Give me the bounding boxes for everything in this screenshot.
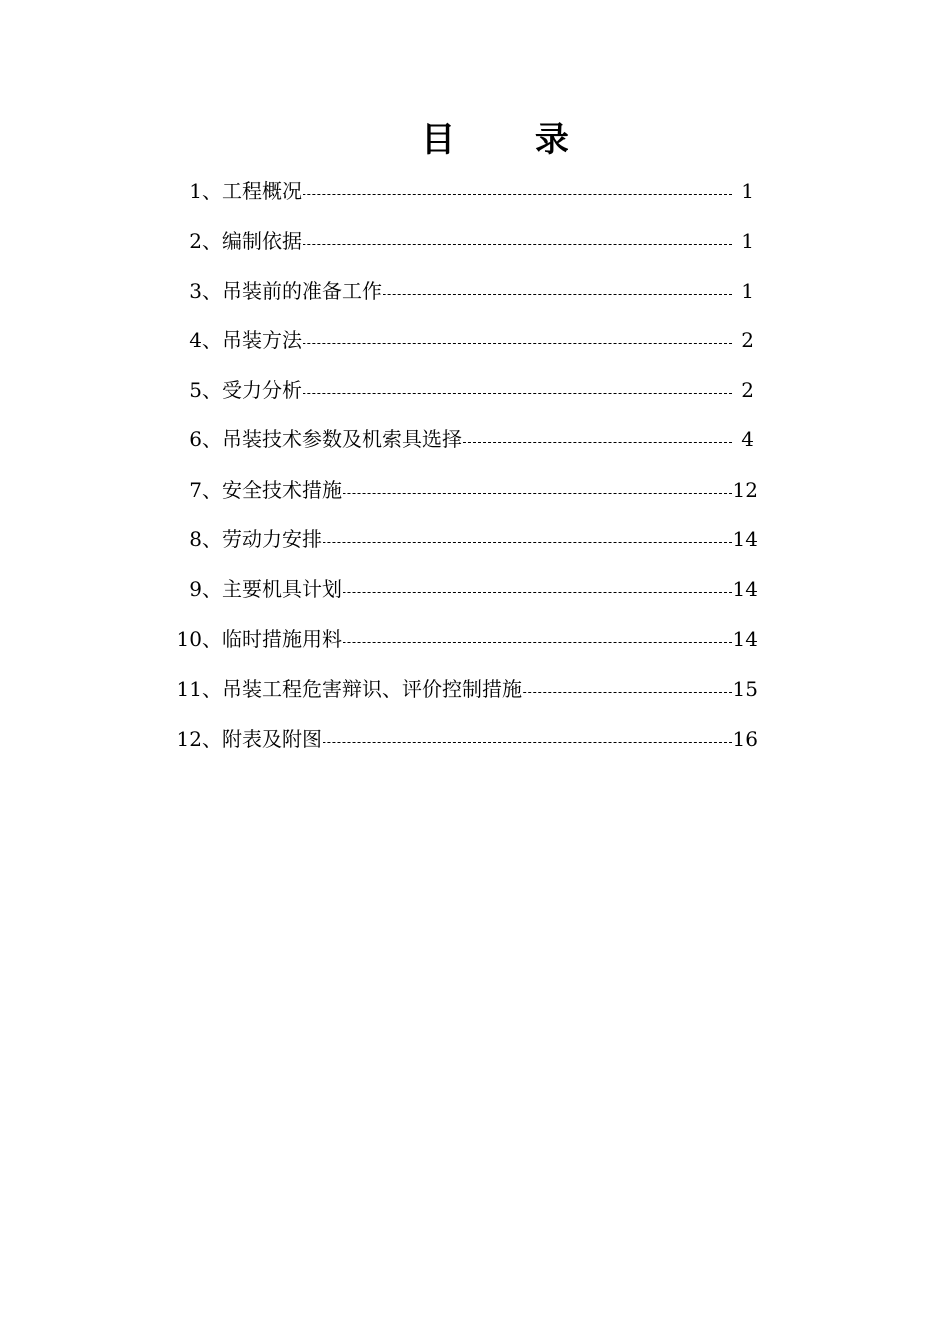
toc-entry-leader-line	[222, 424, 732, 454]
toc-entry-title: 编制依据	[222, 229, 302, 253]
toc-entry	[0, 226, 950, 256]
toc-entry-number: 9、	[189, 577, 222, 601]
toc-entry-title: 吊装前的准备工作	[222, 279, 382, 303]
toc-entry-title: 安全技术措施	[222, 478, 342, 502]
toc-entry-page: 2	[741, 378, 754, 402]
toc-entry-leader-line	[222, 325, 732, 355]
toc-entry	[0, 524, 950, 554]
toc-entry-number: 7、	[189, 478, 222, 502]
toc-entry-leader-line	[222, 176, 732, 206]
toc-entry-number: 8、	[189, 527, 222, 551]
toc-entry	[0, 276, 950, 306]
toc-entry-title: 吊装技术参数及机索具选择	[222, 427, 462, 451]
toc-entry-page: 14	[732, 577, 758, 601]
toc-entry-number: 12、	[176, 727, 222, 751]
toc-entry-number: 5、	[189, 378, 222, 402]
toc-entry-title: 受力分析	[222, 378, 302, 402]
toc-entry-leader-line	[222, 226, 732, 256]
toc-entry-number: 2、	[189, 229, 222, 253]
toc-entry-number: 10、	[176, 627, 222, 651]
toc-entry-leader-line	[222, 574, 732, 604]
toc-entry	[0, 375, 950, 405]
toc-entry-title: 劳动力安排	[222, 527, 322, 551]
toc-entry-page: 14	[732, 527, 758, 551]
toc-entry-leader-line	[222, 276, 732, 306]
toc-entry-page: 16	[732, 727, 758, 751]
toc-entry-page: 1	[741, 179, 754, 203]
toc-entry-page: 1	[741, 229, 754, 253]
toc-entry-title: 吊装方法	[222, 328, 302, 352]
toc-entry-number: 1、	[189, 179, 222, 203]
toc-entry-page: 14	[732, 627, 758, 651]
toc-entry	[0, 624, 950, 654]
toc-entry	[0, 325, 950, 355]
toc-entry-leader-line	[222, 724, 732, 754]
toc-entry-page: 4	[741, 427, 754, 451]
toc-entry	[0, 424, 950, 454]
toc-entry	[0, 176, 950, 206]
toc-entry-number: 11、	[176, 677, 222, 701]
toc-entry-leader-line	[222, 674, 732, 704]
toc-entry-number: 6、	[189, 427, 222, 451]
toc-entry-page: 2	[741, 328, 754, 352]
toc-entry-title: 临时措施用料	[222, 627, 342, 651]
toc-entry-title: 主要机具计划	[222, 577, 342, 601]
toc-title: 目 录	[421, 120, 603, 160]
toc-entry	[0, 475, 950, 505]
toc-entry-page: 1	[741, 279, 754, 303]
toc-entry-number: 4、	[189, 328, 222, 352]
toc-entry-title: 吊装工程危害辩识、评价控制措施	[222, 677, 522, 701]
toc-entry-page: 12	[732, 478, 758, 502]
toc-entry	[0, 674, 950, 704]
toc-entry-title: 工程概况	[222, 179, 302, 203]
toc-entry-leader-line	[222, 475, 732, 505]
toc-entry-leader-line	[222, 524, 732, 554]
toc-entry-leader-line	[222, 624, 732, 654]
toc-entry-page: 15	[732, 677, 758, 701]
toc-entry	[0, 724, 950, 754]
toc-entry-number: 3、	[189, 279, 222, 303]
toc-entry-title: 附表及附图	[222, 727, 322, 751]
toc-entry-leader-line	[222, 375, 732, 405]
toc-entry	[0, 574, 950, 604]
